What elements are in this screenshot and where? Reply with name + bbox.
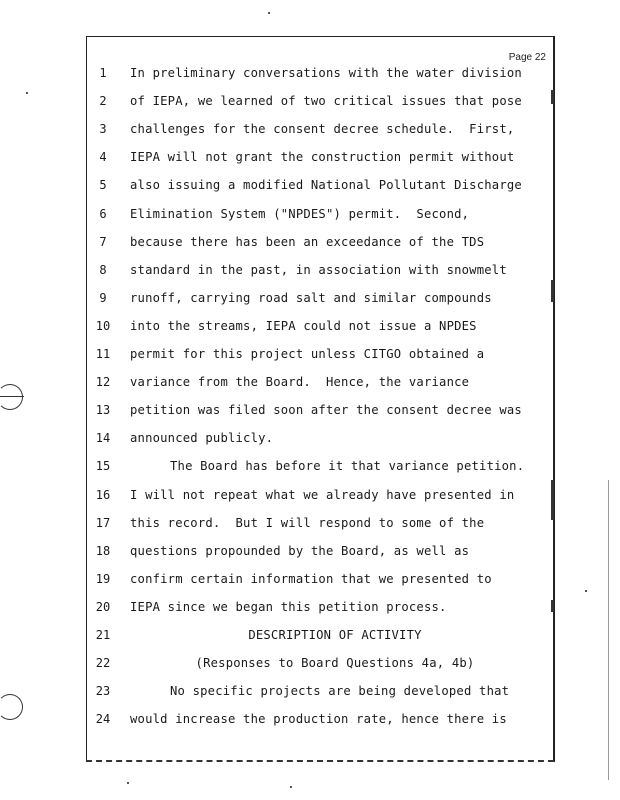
- line-text: In preliminary conversations with the water division: [130, 66, 522, 80]
- transcript-line: [0, 514, 620, 532]
- line-number: 17: [95, 515, 111, 530]
- line-number: 16: [95, 487, 111, 502]
- line-text: standard in the past, in association with snowmelt: [130, 262, 507, 277]
- scan-edge-line: [608, 480, 609, 780]
- line-number: 3: [99, 122, 107, 137]
- transcript-line: [0, 205, 620, 223]
- line-text: also issuing a modified National Pollutant Discharge: [130, 178, 522, 193]
- transcript-line: [0, 429, 620, 447]
- line-text: permit for this project unless CITGO obtained a: [130, 347, 485, 361]
- transcript-line: [0, 261, 620, 279]
- transcript-line: [0, 345, 620, 363]
- line-number: 23: [95, 684, 111, 699]
- line-text: challenges for the consent decree schedule. First,: [130, 122, 515, 137]
- transcript-line: [0, 626, 620, 644]
- line-text: No specific projects are being developed that: [170, 684, 510, 699]
- transcript-line: [0, 176, 620, 194]
- line-number: 12: [95, 375, 111, 390]
- transcript-line: [0, 710, 620, 728]
- line-text: confirm certain information that we presented to: [130, 571, 492, 586]
- transcript-line: [0, 401, 620, 419]
- line-text: announced publicly.: [130, 431, 274, 446]
- line-number: 7: [99, 234, 107, 249]
- page-border-frame: [86, 36, 555, 762]
- line-text: runoff, carrying road salt and similar compounds: [130, 290, 492, 305]
- transcript-line: [0, 682, 620, 700]
- transcript-line: [0, 373, 620, 391]
- transcript-line: [0, 148, 620, 166]
- line-number: 5: [99, 178, 107, 193]
- line-number: 22: [95, 656, 111, 671]
- line-number: 1: [99, 66, 107, 80]
- transcript-line: [0, 120, 620, 138]
- line-number: 14: [95, 431, 111, 446]
- page-number: Page 22: [508, 52, 546, 63]
- line-text: IEPA since we began this petition process.: [130, 599, 447, 614]
- scan-artifact: [551, 600, 554, 612]
- line-number: 15: [95, 459, 111, 474]
- line-text: petition was filed soon after the consent decree was: [130, 403, 522, 418]
- transcript-line: [0, 64, 620, 82]
- scan-artifact: [551, 90, 554, 104]
- transcript-line: [0, 486, 620, 504]
- line-number: 13: [95, 403, 111, 418]
- scan-speck: [290, 786, 292, 788]
- line-number: 9: [99, 290, 107, 305]
- line-text: variance from the Board. Hence, the variance: [130, 375, 470, 390]
- transcript-line: [0, 289, 620, 307]
- transcript-line: [0, 598, 620, 616]
- line-number: 8: [99, 262, 107, 277]
- scan-artifact: [551, 480, 554, 520]
- line-number: 18: [95, 543, 111, 558]
- scan-speck: [268, 12, 270, 14]
- section-heading: (Responses to Board Questions 4a, 4b): [195, 656, 475, 671]
- transcript-line: [0, 92, 620, 110]
- line-number: 20: [95, 599, 111, 614]
- line-number: 21: [95, 628, 111, 642]
- transcript-line: [0, 233, 620, 251]
- line-text: would increase the production rate, hence there is: [130, 712, 507, 727]
- line-number: 4: [99, 150, 107, 165]
- line-number: 2: [99, 94, 107, 109]
- scan-speck: [127, 782, 129, 784]
- line-text: I will not repeat what we already have presented in: [130, 487, 515, 502]
- line-text: of IEPA, we learned of two critical issues that pose: [130, 94, 522, 109]
- punch-hole-line: [0, 396, 24, 397]
- line-number: 11: [95, 347, 111, 361]
- scan-speck: [585, 590, 587, 592]
- line-number: 10: [95, 318, 111, 333]
- transcript-line: [0, 654, 620, 672]
- transcript-line: [0, 457, 620, 475]
- line-text: into the streams, IEPA could not issue a NPDES: [130, 318, 477, 333]
- scan-speck: [26, 92, 28, 94]
- scan-artifact: [551, 280, 554, 302]
- section-heading: DESCRIPTION OF ACTIVITY: [248, 628, 422, 642]
- line-text: IEPA will not grant the construction permit without: [130, 150, 515, 165]
- page-bottom-rule: [86, 760, 554, 762]
- line-number: 6: [99, 206, 107, 221]
- line-text: The Board has before it that variance petition.: [170, 459, 525, 474]
- line-number: 19: [95, 571, 111, 586]
- transcript-line: [0, 317, 620, 335]
- line-text: Elimination System ("NPDES") permit. Second,: [130, 206, 470, 221]
- line-text: questions propounded by the Board, as well as: [130, 543, 470, 558]
- line-number: 24: [95, 712, 111, 727]
- line-text: because there has been an exceedance of the TDS: [130, 234, 485, 249]
- line-text: this record. But I will respond to some of the: [130, 515, 485, 530]
- transcript-line: [0, 542, 620, 560]
- transcript-line: [0, 570, 620, 588]
